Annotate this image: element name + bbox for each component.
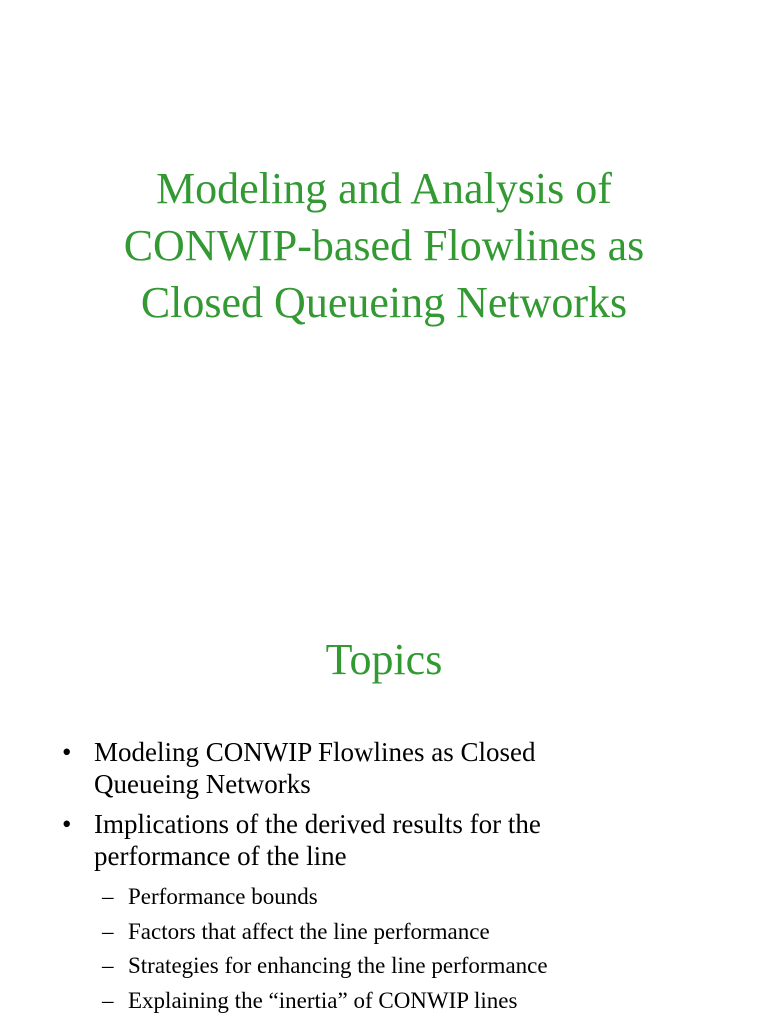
bullet-icon: • — [62, 737, 72, 767]
sub-list-item-text: Strategies for enhancing the line performance — [128, 953, 548, 978]
subtopics-list — [60, 880, 750, 1018]
sub-list-item — [60, 880, 750, 915]
list-item-text: Queueing Networks — [94, 769, 311, 799]
list-item — [60, 736, 750, 800]
sub-list-item-text: Performance bounds — [128, 884, 318, 909]
dash-icon: – — [102, 884, 114, 909]
topics-list — [60, 736, 750, 880]
sub-list-item-text: Factors that affect the line performance — [128, 918, 490, 944]
dash-icon: – — [102, 987, 114, 1013]
list-item — [60, 808, 750, 872]
list-item-text: performance of the line — [94, 841, 347, 871]
sub-list-item-text: Explaining the “inertia” of CONWIP lines — [128, 987, 518, 1013]
slide-title-line: Closed Queueing Networks — [140, 278, 628, 327]
sub-list-item — [60, 915, 750, 950]
slide-title-line: CONWIP-based Flowlines as — [123, 221, 645, 270]
list-item-text: Implications of the derived results for the — [94, 809, 541, 839]
topics-heading: Topics — [325, 635, 443, 684]
sub-list-item — [60, 984, 750, 1019]
bullet-icon: • — [62, 809, 72, 839]
slide-title-line: Modeling and Analysis of — [156, 164, 612, 213]
sub-list-item — [60, 949, 750, 984]
dash-icon: – — [102, 918, 114, 944]
slide-title — [0, 160, 768, 331]
list-item-text: Modeling CONWIP Flowlines as Closed — [94, 737, 536, 767]
dash-icon: – — [102, 953, 114, 978]
